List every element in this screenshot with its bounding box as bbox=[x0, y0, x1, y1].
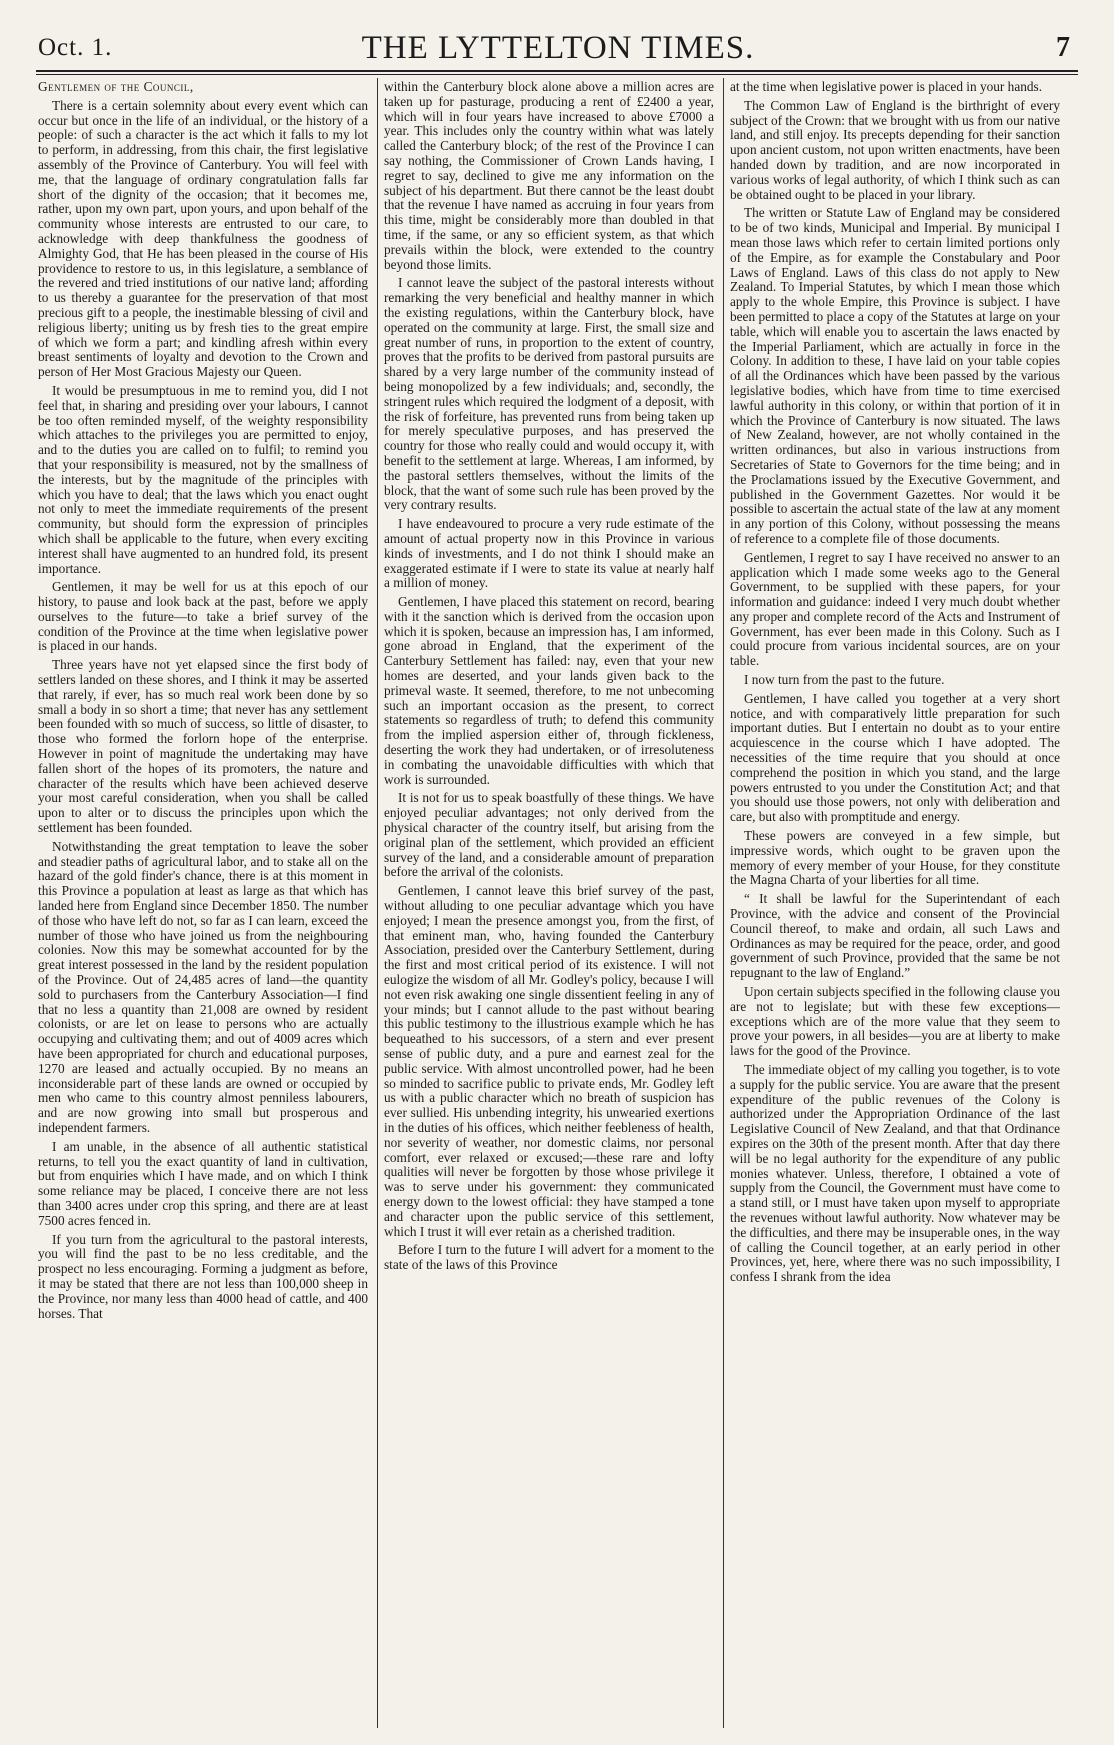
paragraph: It is not for us to speak boastfully of these things. We have enjoyed peculiar advantages; not only derived from the physical character of the country itself, but arising from the original plan of the settlement, which provided an efficient survey of the land, and a considerable amount of preparation before the arrival of the colonists. bbox=[384, 790, 714, 880]
masthead-rule-thin bbox=[36, 74, 1078, 75]
paragraph: I now turn from the past to the future. bbox=[744, 672, 945, 688]
paragraph: Gentlemen, I regret to say I have received no answer to an application which I made some weeks ago to the General Government, to be supplied with these papers, for your information and guidance: indeed I very much doubt whether any proper and complete record of the Acts and Instrument of Government, has ever been made in this Colony. Such as I could procure from various incidental sources, are on your table. bbox=[730, 549, 1060, 669]
paragraph: I am unable, in the absence of all authentic statistical returns, to tell you the exact quantity of land in cultivation, but from enquiries which I have made, and on which I think some reliance may be placed, I conceive there are not less than 3400 acres under crop this spring, and there are at least 7500 acres fenced in. bbox=[38, 1138, 368, 1228]
column-1 bbox=[38, 80, 368, 1730]
paragraph: The Common Law of England is the birthright of every subject of the Crown: that we brought with us from our native land, and still enjoy. Its precepts depending for their sanction upon ancient custom, not upon written enactments, have been handed down by tradition, and are now incorporated in various works of legal authority, of which I think such as can be obtained ought to be placed in your library. bbox=[730, 97, 1060, 202]
paragraph: These powers are conveyed in a few simple, but impressive words, which ought to be graven upon the memory of every member of your House, for they constitute the Magna Charta of your liberties for all time. bbox=[730, 828, 1060, 888]
paragraph: within the Canterbury block alone above a million acres are taken up for pasturage, producing a rent of £2400 a year, which will in four years have increased to above £7000 a year. This includes only the country within what was lately called the Canterbury block; of the rest of the Province I can say nothing, the Commissioner of Crown Lands having, I regret to say, declined to give me any information on the subject of his department. But there cannot be the least doubt that the revenue I have named as accruing in four years from this time, might be considerably more than doubled in that time, if the same, or any so efficient system, as that which prevails within the block, were extended to the country beyond those limits. bbox=[384, 80, 714, 272]
paragraph: If you turn from the agricultural to the pastoral interests, you will find the past to be no less creditable, and the prospect no less encouraging. Forming a judgment as before, it may be stated that there are not less than 100,000 sheep in the Province, nor many less than 4000 head of cattle, and 400 horses. That bbox=[38, 1231, 368, 1321]
paragraph: “ It shall be lawful for the Superintendant of each Province, with the advice and consent of the Provincial Council thereof, to make and ordain, all such Laws and Ordinances as may be required for the peace, order, and good government of such Province, provided that the same be not repugnant to the law of England.” bbox=[730, 891, 1060, 981]
paragraph: I cannot leave the subject of the pastoral interests without remarking the very beneficial and healthy manner in which the existing regulations, within the Canterbury block, have operated on the community at large. First, the small size and great number of runs, in proportion to the extent of country, proves that the profits to be derived from pastoral pursuits are shared by a very large number of the community instead of being monopolized by a few individuals; and, secondly, the stringent rules which required the lodgment of a deposit, with the risk of forfeiture, has prevented runs from being taken up for merely speculative purposes, and has preserved the country for those who really could and would occupy it, with benefit to the settlement at large. Whereas, I am informed, by the pastoral settlers themselves, without the limits of the block, that the want of some such rule has been proved by the very contrary results. bbox=[384, 275, 714, 513]
paragraph: There is a certain solemnity about every event which can occur but once in the life of an individual, or the history of a people: of such a character is the act which it falls to my lot to perform, in addressing, from this chair, the first legislative assembly of the Province of Canterbury. You will feel with me, that the language of ordinary congratulation falls far short of the dignity of the occasion; that it becomes me, rather, upon my own part, upon yours, and upon behalf of the community whose interests are entrusted to our care, to acknowledge with deep thankfulness the goodness of Almighty God, that He has been pleased in the course of His providence to restore to us, in this legislature, a semblance of the revered and tried institutions of our native land; affording to us thereby a guarantee for the preservation of that most precious gift to a people, the inestimable blessing of civil and religious liberty; uniting us by fresh ties to the great empire of which we form a part; and kindling afresh within every breast sentiments of loyalty and devotion to the Crown and person of Her Most Gracious Majesty our Queen. bbox=[38, 97, 368, 380]
paragraph: The written or Statute Law of England may be considered to be of two kinds, Municipal and Imperial. By municipal I mean those laws which refer to certain limited portions only of the Empire, as for example the Constabulary and Poor Laws of England. Laws of this class do not apply to New Zealand. To Imperial Statutes, by which I mean those which apply to the whole Empire, this Province is subject. I have been permitted to place a copy of the Statutes at large on your table, which will enable you to ascertain the laws enacted by the Imperial Parliament, which are actually in force in the Colony. In addition to these, I have laid on your table copies of all the Ordinances which have been passed by the various legislative bodies, which have from time to time exercised lawful authority in this colony, or within that portion of it in which the Province of Canterbury is now situated. The laws of New Zealand, however, are not wholly contained in the written ordinances, but also in various instructions from Secretaries of State to Governors for the time being; and in the Proclamations issued by the Executive Government, and published in the Government Gazettes. Nor would it be possible to ascertain the actual state of the law at any moment in any portion of this Colony, without possessing the means of reference to a complete file of those documents. bbox=[730, 205, 1060, 546]
column-divider bbox=[377, 78, 378, 1728]
paragraph: Notwithstanding the great temptation to leave the sober and steadier paths of agricultural labor, and to stake all on the hazard of the gold finder's chance, there is at this moment in this Province a population at least as large as that which has landed here from England since December 1850. The number of those who have left do not, so far as I can learn, exceed the number of those who have joined us from the neighbouring colonies. Now this may be somewhat accounted for by the great interest possessed in the land by the resident population of the Province. Out of 24,485 acres of land—the quantity sold to purchasers from the Canterbury Association—I find that no less a quantity than 21,008 are owned by resident colonists, or are let on lease to persons who are actually occupying and cultivating them; and out of 4009 acres which have been appropriated for church and educational purposes, 1270 are leased and actually occupied. By no means an inconsiderable part of these lands are owned or occupied by men who came to this country almost penniless labourers, and are now growing into small but prosperous and independent farmers. bbox=[38, 838, 368, 1135]
masthead bbox=[38, 30, 1078, 70]
paragraph: The immediate object of my calling you together, is to vote a supply for the public service. You are aware that the present expenditure of the public revenues of the Colony is authorized under the Appropriation Ordinance of the last Legislative Council of New Zealand, and that that Ordinance expires on the 30th of the present month. After that day there will be no legal authority for the expenditure of any public monies whatever. Unless, therefore, I obtained a vote of supply from the Council, the Government must have come to a stand still, or I must have taken upon myself to appropriate the revenues without lawful authority. Now whatever may be the difficulties, and there may be insuperable ones, in the way of calling the Council together, at an early period in other Provinces, yet, here, where there was no such impossibility, I confess I shrank from the idea bbox=[730, 1062, 1060, 1285]
paragraph: It would be presumptuous in me to remind you, did I not feel that, in sharing and presiding over your labours, I cannot be too often reminded myself, of the weighty responsibility which attaches to the privileges you are permitted to enjoy, and to the duties you are called on to fulfil; to remind you that your responsibility is measured, not by the smallness of the interests, but by the magnitude of the principles with which you have to deal; that the laws which you enact ought not only to meet the immediate requirements of the present community, but should form the expression of principles which shall be applicable to the future, when every exciting interest shall have augmented to an hundred fold, its present importance. bbox=[38, 382, 368, 576]
paragraph: Gentlemen, I have called you together at a very short notice, and with comparatively little preparation for such important duties. But I entertain no doubt as to your entire acquiescence in the course which I have adopted. The necessities of the time require that you should at once comprehend the position in which you stand, and the large powers entrusted to you under the Constitution Act; and that you should use those powers, not only with deliberation and care, but also with promptitude and energy. bbox=[730, 690, 1060, 825]
salutation-heading: Gentlemen of the Council, bbox=[38, 80, 194, 94]
newspaper-title: THE LYTTELTON TIMES. bbox=[361, 30, 755, 66]
paragraph: at the time when legislative power is placed in your hands. bbox=[730, 80, 1043, 94]
page-number: 7 bbox=[1056, 32, 1070, 63]
paragraph: Gentlemen, I cannot leave this brief survey of the past, without alluding to one peculiar advantage which you have enjoyed; I mean the presence amongst you, from the first, of that eminent man, who, having founded the Canterbury Association, presided over the Canterbury Settlement, during the first and most critical period of its existence. I will not eulogize the wisdom of all Mr. Godley's policy, because I will not even risk awaking one single dissentient feeling in any of your minds; but I cannot allude to the past without bearing this public testimony to the illustrious example which he has bequeathed to his successors, of a stern and ever present sense of public duty, and a pure and earnest zeal for the public service. With almost uncontrolled power, had he been so minded to sacrifice public to private ends, Mr. Godley left us with a public character which no breath of suspicion has ever sullied. His unbending integrity, his unwearied exertions in the duties of his offices, which neither feebleness of health, nor severity of weather, nor domestic claims, nor personal comfort, ever relaxed or excused;—these rare and lofty qualities will never be forgotten by those whose privilege it was to serve under his government: they communicated energy down to the lowest official: they have stamped a tone and character upon the public service of this settlement, which I trust it will ever retain as a cherished tradition. bbox=[384, 883, 714, 1239]
issue-date: Oct. 1. bbox=[38, 34, 113, 61]
paragraph: Upon certain subjects specified in the following clause you are not to legislate; but with these few exceptions—exceptions which are of the more value that they seem to prove your powers, in all besides—you are at liberty to make laws for the good of the Province. bbox=[730, 984, 1060, 1059]
column-2 bbox=[384, 80, 714, 1730]
masthead-rule-thick bbox=[36, 70, 1078, 72]
paragraph: Gentlemen, I have placed this statement on record, bearing with it the sanction which is derived from the occasion upon which it is spoken, because an impression has, I am informed, gone abroad in England, that the experiment of the Canterbury Settlement has failed: nay, even that your new homes are deserted, and your lands given back to the primeval waste. It seemed, therefore, to me not unbecoming such an important occasion as the present, to correct statements so regardless of truth; to defend this community from the implied aspersion either of, through fickleness, deserting the work they had undertaken, or of irresoluteness in combating the unavoidable difficulties with which that work is surrounded. bbox=[384, 594, 714, 787]
paragraph: Before I turn to the future I will advert for a moment to the state of the laws of this Province bbox=[384, 1242, 714, 1273]
paragraph: Three years have not yet elapsed since the first body of settlers landed on these shores, and I think it may be asserted that rarely, if ever, has so much real work been done by so small a body in so short a time; that never has any settlement been founded with so much of success, so little of disaster, to those who formed the forlorn hope of the enterprise. However in point of magnitude the undertaking may have fallen short of the hopes of its promoters, the nature and character of the results which have been achieved deserve your most careful consideration, when you shall be called upon to alter or to discuss the principles upon which the settlement has been founded. bbox=[38, 657, 368, 836]
column-divider bbox=[723, 78, 724, 1728]
column-3 bbox=[730, 80, 1060, 1730]
paragraph: Gentlemen, it may be well for us at this epoch of our history, to pause and look back at the past, before we apply ourselves to the future—to take a brief survey of the condition of the Province at the time when legislative power is placed in our hands. bbox=[38, 579, 368, 654]
paragraph: I have endeavoured to procure a very rude estimate of the amount of actual property now in this Province in various kinds of investments, and I do not think I should make an exaggerated estimate if I were to state its value at nearly half a million of money. bbox=[384, 516, 714, 591]
